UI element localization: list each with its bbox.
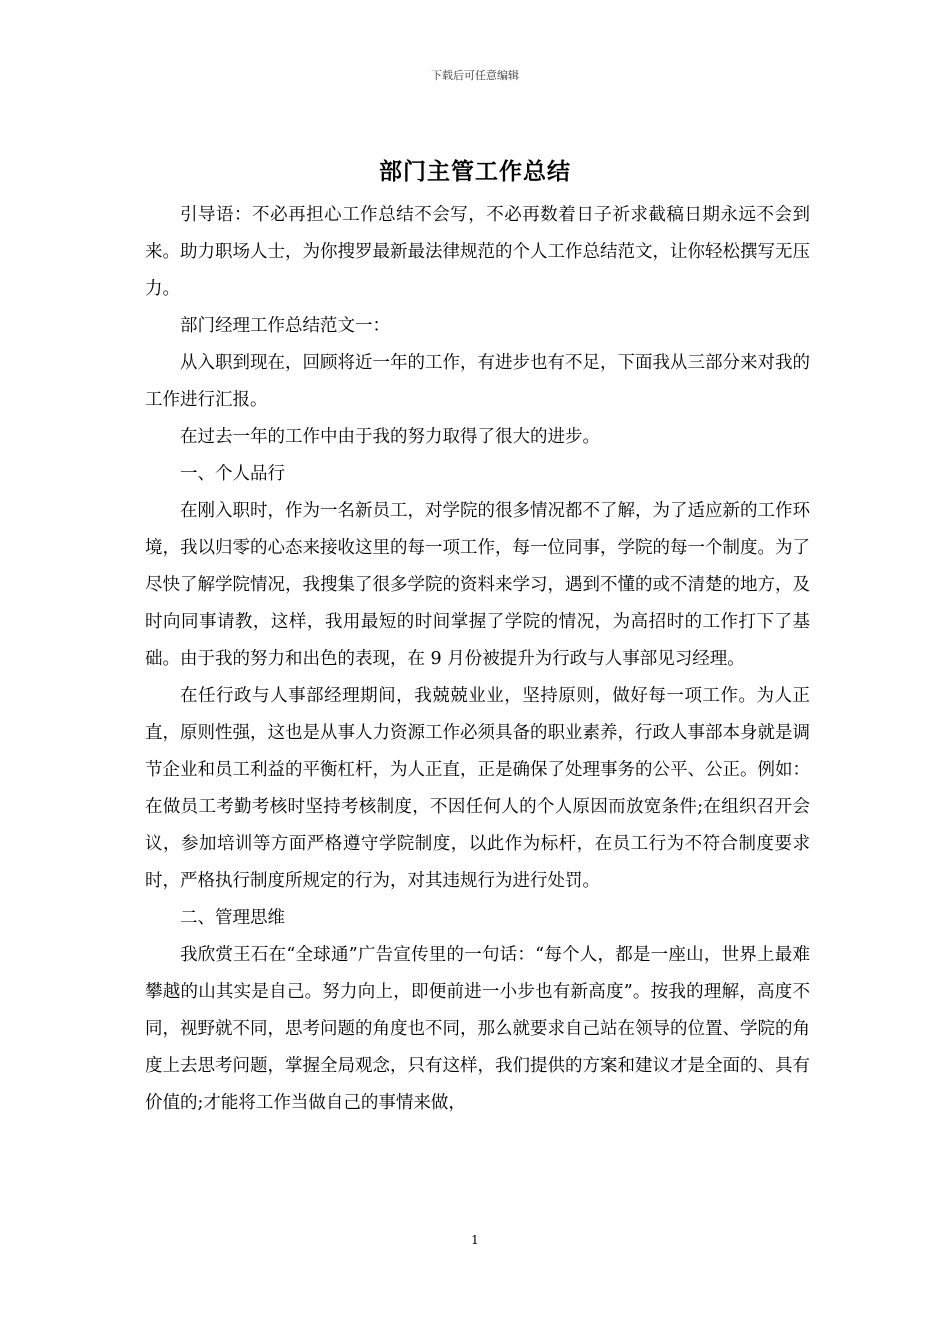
document-title: 部门主管工作总结 [379,158,571,185]
section-heading-management-thinking: 二、管理思维 [180,908,285,928]
paragraph-sample-heading: 部门经理工作总结范文一： [180,316,390,336]
document-body [145,197,810,1122]
header-note: 下载后可任意编辑 [431,69,519,82]
section-heading-personal-conduct: 一、个人品行 [180,464,285,484]
paragraph-intro: 引导语：不必再担心工作总结不会写，不必再数着日子祈求截稿日期永远不会到来。助力职场人士，为你搜罗最新最法律规范的个人工作总结范文，让你轻松撰写无压力。 [145,205,810,299]
paragraph: 我欣赏王石在“全球通”广告宣传里的一句话：“每个人，都是一座山，世界上最难攀越的山其实是自己。努力向上，即便前进一小步也有新高度”。按我的理解，高度不同，视野就不同，思考问题的角度也不同，那么就要求自己站在领导的位置、学院的角度上去思考问题，掌握全局观念，只有这样，我们提供的方案和建议才是全面的、具有价值的;才能将工作当做自己的事情来做， [145,945,810,1113]
paragraph: 在任行政与人事部经理期间，我兢兢业业，坚持原则，做好每一项工作。为人正直，原则性强，这也是从事人力资源工作必须具备的职业素养，行政人事部本身就是调节企业和员工利益的平衡杠杆，为人正直，正是确保了处理事务的公平、公正。例如：在做员工考勤考核时坚持考核制度，不因任何人的个人原因而放宽条件;在组织召开会议，参加培训等方面严格遵守学院制度，以此作为标杆，在员工行为不符合制度要求时，严格执行制度所规定的行为，对其违规行为进行处罚。 [145,686,810,891]
paragraph: 在过去一年的工作中由于我的努力取得了很大的进步。 [180,427,600,447]
paragraph: 在刚入职时，作为一名新员工，对学院的很多情况都不了解，为了适应新的工作环境，我以归零的心态来接收这里的每一项工作，每一位同事，学院的每一个制度。为了尽快了解学院情况，我搜集了很多学院的资料来学习，遇到不懂的或不清楚的地方，及时向同事请教，这样，我用最短的时间掌握了学院的情况，为高招时的工作打下了基础。由于我的努力和出色的表现，在 9 月份被提升为行政与人事部见习经理。 [145,501,810,669]
page-number: 1 [471,1233,479,1247]
paragraph: 从入职到现在，回顾将近一年的工作，有进步也有不足，下面我从三部分来对我的工作进行汇报。 [145,353,810,410]
